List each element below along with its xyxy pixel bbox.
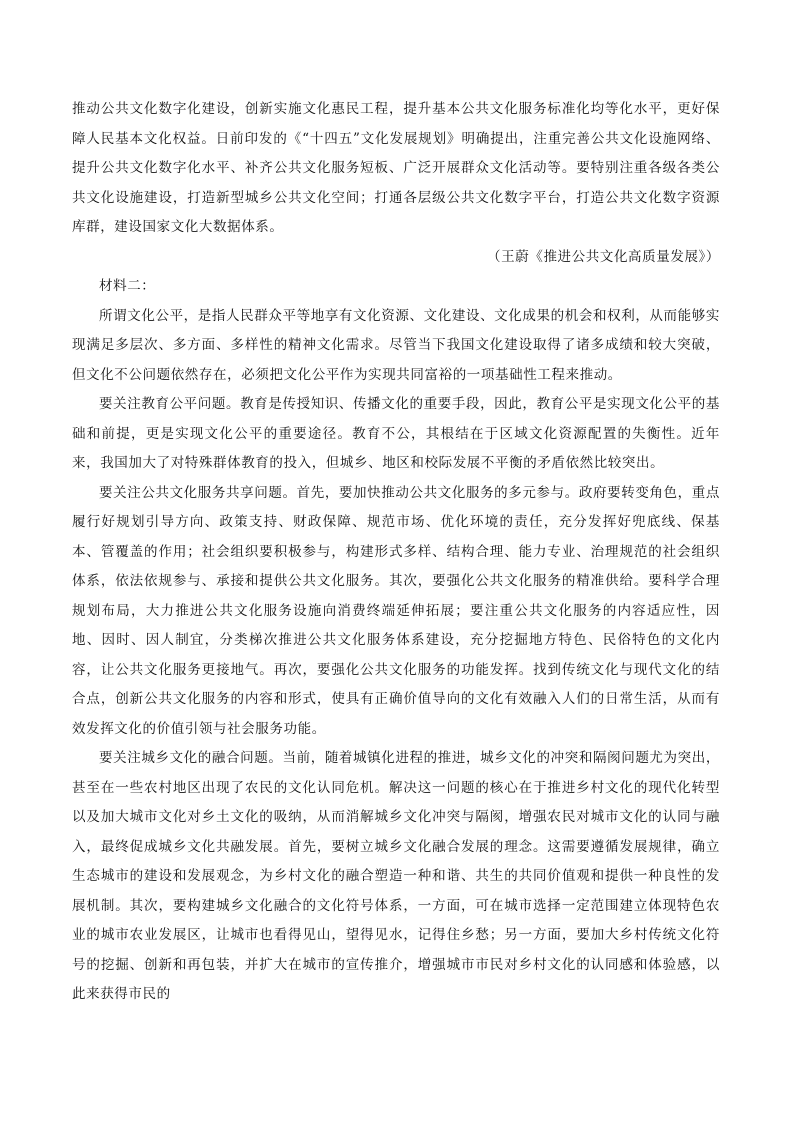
source-citation: （王蔚《推进公共文化高质量发展》） [487, 248, 720, 265]
paragraph-continued: 推动公共文化数字化建设，创新实施文化惠民工程，提升基本公共文化服务标准化均等化水平，更好保障人民基本文化权益。日前印发的《“十四五”文化发展规划》明确提出，注重完善公共文化设施网络、提升公共文化数字化水平、补齐公共文化服务短板、广泛开展群众文化活动等。要特别注重各级各类公共文化设施建设，打造新型城乡公共文化空间；打通各层级公共文化数字平台，打造公共文化数字资源库群，建设国家文化大数据体系。 [72, 101, 720, 235]
paragraph-education-fairness: 要关注教育公平问题。教育是传授知识、传播文化的重要手段，因此，教育公平是实现文化公平的基础和前提，更是实现文化公平的重要途径。教育不公，其根结在于区域文化资源配置的失衡性。近年来，我国加大了对特殊群体教育的投入，但城乡、地区和校际发展不平衡的矛盾依然比较突出。 [72, 396, 720, 471]
paragraph-public-service-sharing: 要关注公共文化服务共享问题。首先，要加快推动公共文化服务的多元参与。政府要转变角色，重点履行好规划引导方向、政策支持、财政保障、规范市场、优化环境的责任，充分发挥好兜底线、保基本、管覆盖的作用；社会组织要积极参与，构建形式多样、结构合理、能力专业、治理规范的社会组织体系，依法依规参与、承接和提供公共文化服务。其次，要强化公共文化服务的精准供给。要科学合理规划布局，大力推进公共文化服务设施向消费终端延伸拓展；要注重公共文化服务的内容适应性，因地、因时、因人制宜，分类梯次推进公共文化服务体系建设，充分挖掘地方特色、民俗特色的文化内容，让公共文化服务更接地气。再次，要强化公共文化服务的功能发挥。找到传统文化与现代文化的结合点，创新公共文化服务的内容和形式，使具有正确价值导向的文化有效融入人们的日常生活，从而有效发挥文化的价值引领与社会服务功能。 [72, 484, 720, 737]
document-page [72, 95, 720, 1010]
paragraph-urban-rural-fusion: 要关注城乡文化的融合问题。当前，随着城镇化进程的推进，城乡文化的冲突和隔阂问题尤为突出，甚至在一些农村地区出现了农民的文化认同危机。解决这一问题的核心在于推进乡村文化的现代化转型以及加大城市文化对乡土文化的吸纳，从而消解城乡文化冲突与隔阂，增强农民对城市文化的认同与融入，最终促成城乡文化共融发展。首先，要树立城乡文化融合发展的理念。这需要遵循发展规律，确立生态城市的建设和发展观念，为乡村文化的融合塑造一种和谐、共生的共同价值观和提供一种良性的发展机制。其次，要构建城乡文化融合的文化符号体系，一方面，可在城市选择一定范围建立体现特色农业的城市农业发展区，让城市也看得见山，望得见水，记得住乡愁；另一方面，要加大乡村传统文化符号的挖掘、创新和再包装，并扩大在城市的宣传推介，增强城市市民对乡村文化的认同感和体验感，以此来获得市民的 [72, 750, 720, 1002]
material-2-heading: 材料二： [99, 278, 156, 294]
paragraph-cultural-fairness: 所谓文化公平，是指人民群众平等地享有文化资源、文化建设、文化成果的机会和权利，从而能够实现满足多层次、多方面、多样性的精神文化需求。尽管当下我国文化建设取得了诸多成绩和较大突破，但文化不公问题依然存在，必须把文化公平作为实现共同富裕的一项基础性工程来推动。 [72, 307, 720, 383]
